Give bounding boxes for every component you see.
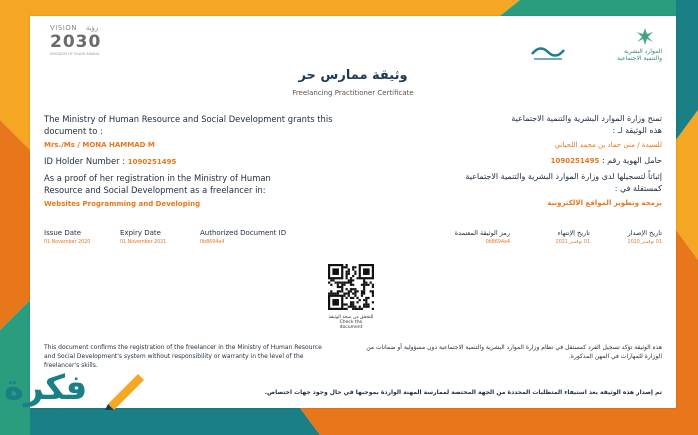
ministry-name-line2: والتنمية الاجتماعية	[617, 55, 662, 62]
footer-ar-line2: الوزارة للمهارات في المهن المذكورة.	[568, 353, 662, 360]
vision-label-en: VISION	[50, 24, 78, 32]
field-ar: برمجة وتطوير المواقع الالكترونية	[547, 199, 662, 207]
arabic-proof-line1: إثباتاً لتسجيلها لدى وزارة الموارد البشرية والتنمية الاجتماعية	[465, 172, 662, 181]
expiry-date-en	[120, 229, 166, 245]
qr-caption-en: Check the document	[339, 320, 363, 330]
certificate-card	[30, 16, 676, 408]
ministry-logo	[586, 26, 668, 66]
ministry-emblem-icon	[634, 26, 656, 46]
ministry-name-line1: الموارد البشرية	[623, 48, 662, 55]
issue-date-label-en: Issue Date	[44, 229, 82, 237]
auth-id-ar	[450, 229, 510, 245]
vision-year: 2030	[50, 32, 102, 52]
qr-block	[328, 264, 374, 330]
auth-id-label-ar: رمز الوثيقة المعتمدة	[454, 229, 510, 237]
arabic-proof-line2: كمستقلة في :	[614, 184, 662, 193]
qr-caption-ar: للتحقق من صحة الوثيقة	[328, 315, 374, 320]
auth-id-value-ar: 0b8694a4	[485, 240, 510, 245]
english-grant-line1: The Ministry of Human Resource and Social Development grants this	[44, 114, 333, 124]
vision-label-ar: رؤية	[85, 24, 99, 32]
footer-arabic	[356, 343, 662, 361]
arabic-body	[380, 113, 662, 209]
auth-id-label-en: Authorized Document ID	[200, 229, 287, 237]
pencil-icon	[102, 370, 148, 410]
title-arabic: وثيقة ممارس حر	[298, 68, 408, 83]
holder-name-en: Mrs./Ms / MONA HAMMAD M	[44, 141, 155, 149]
vision-label	[50, 24, 120, 32]
watermark-brand: فكرة	[4, 368, 88, 408]
expiry-date-label-en: Expiry Date	[120, 229, 161, 237]
auth-id-en	[200, 229, 286, 245]
vision-2030-logo	[50, 24, 120, 56]
english-body	[44, 113, 364, 210]
expiry-date-value-en: 01 November 2021	[120, 240, 167, 245]
freelance-logo-icon	[528, 40, 568, 64]
expiry-date-ar	[530, 229, 590, 245]
holder-name-ar: للسيدة / منى حماد بن محمد اللحياني	[554, 141, 662, 149]
english-proof-line1: As a proof of her registration in the Ministry of Human	[44, 173, 271, 183]
id-label-ar: حامل الهوية رقم :	[601, 156, 662, 165]
holder-id-ar	[380, 155, 662, 167]
english-proof-line2: Resource and Social Development as a freelancer in:	[44, 185, 266, 195]
holder-id-en	[44, 155, 364, 168]
freelance-logo	[528, 40, 568, 64]
vision-subtitle: KINGDOM OF SAUDI ARABIA	[50, 52, 100, 56]
issue-date-ar	[600, 229, 662, 245]
footer-ar-line1: هذه الوثيقة تؤكد تسجيل الفرد كمستقل في نظام وزارة الموارد البشرية والتنمية الاجتماعية دون مسؤولية أو ضمانات من	[366, 344, 662, 351]
expiry-date-label-ar: تاريخ الإنتهاء	[557, 229, 590, 237]
field-en: Websites Programming and Developing	[44, 200, 201, 208]
title-english: Freelancing Practitioner Certificate	[292, 89, 414, 97]
watermark	[4, 368, 154, 432]
id-value-ar: 1090251495	[550, 157, 600, 165]
issue-date-en	[44, 229, 90, 245]
qr-code[interactable]	[328, 264, 374, 310]
arabic-grant-line2: هذه الوثيقة لـ :	[612, 126, 662, 135]
footer-english	[44, 343, 344, 370]
id-value-en: 1090251495	[127, 158, 177, 166]
watermark-url: fekera.com	[56, 408, 90, 415]
ministry-name	[586, 48, 662, 62]
footer-en-line1: This document confirms the registration of the freelancer in the Ministry of Human Resource	[44, 344, 322, 351]
arabic-grant-line1: تمنح وزارة الموارد البشرية والتنمية الاجتماعية	[511, 114, 662, 123]
expiry-date-value-ar: 01 نوفمبر 2021	[555, 240, 590, 245]
footer-en-line2: and Social Development's system without responsibility or warranty in the level of the	[44, 353, 304, 360]
english-grant-line2: document to :	[44, 126, 103, 136]
footer-arabic-bottom: تم إصدار هذه الوثيقة بعد استيفاء المتطلبات المحددة من الجهة المختصة لممارسة المهنة الواردة بموجبها في حال وجود جهات اختصاص.	[264, 389, 662, 396]
issue-date-value-ar: 01 نوفمبر 2020	[627, 240, 662, 245]
footer-en-line3: freelancer's skills.	[44, 362, 98, 369]
id-label-en: ID Holder Number :	[44, 156, 128, 166]
issue-date-label-ar: تاريخ الإصدار	[627, 229, 662, 237]
issue-date-value-en: 01 November 2020	[44, 240, 91, 245]
auth-id-value-en: 0b8694a4	[200, 240, 225, 245]
